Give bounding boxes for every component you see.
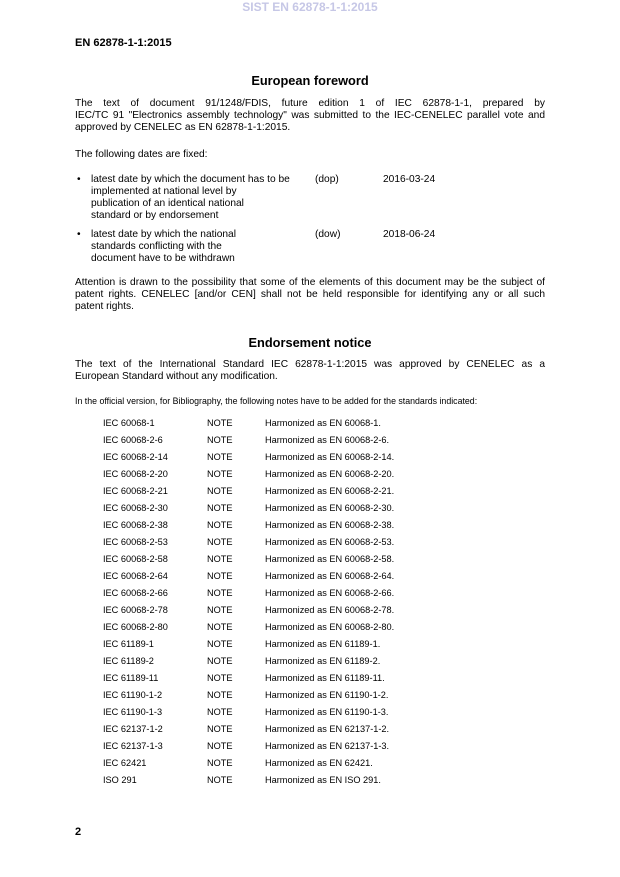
harmonized-text: Harmonized as EN 61190-1-2. (265, 690, 389, 700)
note-label: NOTE (207, 775, 233, 785)
description-line: latest date by which the document has to be (91, 174, 290, 185)
harmonized-text: Harmonized as EN 60068-1. (265, 418, 381, 428)
table-row (0, 638, 620, 650)
note-label: NOTE (207, 418, 233, 428)
harmonized-text: Harmonized as EN 60068-2-20. (265, 469, 395, 479)
paragraph-line: The following dates are fixed: (75, 149, 208, 160)
harmonized-text: Harmonized as EN 60068-2-66. (265, 588, 395, 598)
paragraph-line: The text of the International Standard IEC 62878-1-1:2015 was approved by CENELEC as a (75, 359, 545, 370)
note-label: NOTE (207, 690, 233, 700)
table-row (0, 587, 620, 599)
table-row (0, 417, 620, 429)
harmonized-text: Harmonized as EN 60068-2-53. (265, 537, 395, 547)
watermark-header: SIST EN 62878-1-1:2015 (242, 0, 378, 14)
standard-reference: IEC 60068-2-21 (103, 486, 168, 496)
standard-reference: IEC 60068-2-53 (103, 537, 168, 547)
description-line: latest date by which the national (91, 229, 236, 240)
page-number: 2 (75, 826, 82, 838)
document-id: EN 62878-1-1:2015 (75, 37, 172, 49)
harmonized-text: Harmonized as EN 61190-1-3. (265, 707, 389, 717)
dates-intro (75, 149, 545, 161)
standard-reference: IEC 62137-1-3 (103, 741, 163, 751)
table-row (0, 740, 620, 752)
patent-attention-paragraph (75, 277, 545, 313)
note-label: NOTE (207, 741, 233, 751)
date-item-description (91, 229, 311, 265)
table-row (0, 689, 620, 701)
harmonized-text: Harmonized as EN 60068-2-14. (265, 452, 395, 462)
note-label: NOTE (207, 537, 233, 547)
harmonized-text: Harmonized as EN 60068-2-78. (265, 605, 395, 615)
note-label: NOTE (207, 622, 233, 632)
standard-reference: IEC 60068-2-80 (103, 622, 168, 632)
foreword-intro-paragraph (75, 98, 545, 134)
table-row (0, 553, 620, 565)
description-line: publication of an identical national (91, 198, 244, 209)
note-label: NOTE (207, 605, 233, 615)
paragraph-line: patent rights. CENELEC [and/or CEN] shall not be held responsible for identifying any or all such (75, 289, 545, 300)
standard-reference: IEC 60068-2-78 (103, 605, 168, 615)
note-label: NOTE (207, 503, 233, 513)
standard-reference: ISO 291 (103, 775, 137, 785)
paragraph-line: approved by CENELEC as EN 62878-1-1:2015. (75, 122, 291, 133)
description-line: standards conflicting with the (91, 241, 222, 252)
harmonized-text: Harmonized as EN 60068-2-38. (265, 520, 395, 530)
standard-reference: IEC 60068-2-58 (103, 554, 168, 564)
table-row (0, 451, 620, 463)
date-value: 2016-03-24 (383, 174, 436, 185)
harmonized-text: Harmonized as EN 61189-2. (265, 656, 381, 666)
harmonized-text: Harmonized as EN 62137-1-2. (265, 724, 390, 734)
date-value: 2018-06-24 (383, 229, 436, 240)
paragraph-line: IEC/TC 91 "Electronics assembly technology" was submitted to the IEC-CENELEC parallel vote and (75, 110, 545, 121)
table-row (0, 519, 620, 531)
note-label: NOTE (207, 452, 233, 462)
standard-reference: IEC 60068-2-38 (103, 520, 168, 530)
standard-reference: IEC 61189-1 (103, 639, 154, 649)
description-line: standard or by endorsement (91, 210, 219, 221)
standard-reference: IEC 61190-1-3 (103, 707, 163, 717)
bullet-icon: • (77, 229, 81, 240)
foreword-heading: European foreword (251, 73, 369, 88)
table-row (0, 723, 620, 735)
endorsement-paragraph (75, 359, 545, 383)
table-row (0, 706, 620, 718)
paragraph-line: Attention is drawn to the possibility that some of the elements of this document may be the subject of (75, 277, 545, 288)
paragraph-line: European Standard without any modification. (75, 371, 278, 382)
note-label: NOTE (207, 656, 233, 666)
table-row (0, 536, 620, 548)
standard-reference: IEC 60068-2-66 (103, 588, 168, 598)
harmonized-text: Harmonized as EN 61189-11. (265, 673, 385, 683)
table-row (0, 621, 620, 633)
table-row (0, 570, 620, 582)
note-label: NOTE (207, 673, 233, 683)
table-row (0, 655, 620, 667)
endorsement-heading: Endorsement notice (248, 335, 372, 350)
harmonized-text: Harmonized as EN 62137-1-3. (265, 741, 390, 751)
standard-reference: IEC 60068-1 (103, 418, 155, 428)
table-row (0, 485, 620, 497)
harmonized-text: Harmonized as EN 62421. (265, 758, 373, 768)
note-label: NOTE (207, 588, 233, 598)
note-label: NOTE (207, 639, 233, 649)
bullet-icon: • (77, 174, 81, 185)
harmonized-text: Harmonized as EN 61189-1. (265, 639, 381, 649)
table-row (0, 672, 620, 684)
standard-reference: IEC 61189-2 (103, 656, 154, 666)
standard-reference: IEC 60068-2-6 (103, 435, 163, 445)
note-label: NOTE (207, 486, 233, 496)
standard-reference: IEC 60068-2-20 (103, 469, 168, 479)
harmonized-text: Harmonized as EN 60068-2-58. (265, 554, 395, 564)
table-row (0, 774, 620, 786)
date-code: (dow) (315, 229, 341, 240)
harmonized-text: Harmonized as EN 60068-2-80. (265, 622, 395, 632)
table-row (0, 468, 620, 480)
note-label: NOTE (207, 758, 233, 768)
harmonized-text: Harmonized as EN ISO 291. (265, 775, 381, 785)
note-label: NOTE (207, 520, 233, 530)
standard-reference: IEC 60068-2-64 (103, 571, 168, 581)
harmonized-text: Harmonized as EN 60068-2-6. (265, 435, 390, 445)
note-label: NOTE (207, 571, 233, 581)
note-label: NOTE (207, 724, 233, 734)
standard-reference: IEC 62137-1-2 (103, 724, 163, 734)
harmonized-text: Harmonized as EN 60068-2-64. (265, 571, 395, 581)
note-label: NOTE (207, 554, 233, 564)
note-label: NOTE (207, 707, 233, 717)
table-row (0, 604, 620, 616)
date-code: (dop) (315, 174, 339, 185)
standard-reference: IEC 61190-1-2 (103, 690, 163, 700)
paragraph-line: patent rights. (75, 301, 134, 312)
standard-reference: IEC 60068-2-14 (103, 452, 168, 462)
harmonized-text: Harmonized as EN 60068-2-30. (265, 503, 395, 513)
standard-reference: IEC 61189-11 (103, 673, 159, 683)
description-line: implemented at national level by (91, 186, 237, 197)
standard-reference: IEC 62421 (103, 758, 147, 768)
note-label: NOTE (207, 435, 233, 445)
date-item-description (91, 174, 311, 222)
table-row (0, 502, 620, 514)
standard-reference: IEC 60068-2-30 (103, 503, 168, 513)
harmonized-text: Harmonized as EN 60068-2-21. (265, 486, 395, 496)
description-line: document have to be withdrawn (91, 253, 235, 264)
paragraph-line: The text of document 91/1248/FDIS, future edition 1 of IEC 62878-1-1, prepared by (75, 98, 545, 109)
note-label: NOTE (207, 469, 233, 479)
table-row (0, 757, 620, 769)
notes-intro: In the official version, for Bibliography, the following notes have to be added for the standards indicated: (75, 396, 478, 406)
table-row (0, 434, 620, 446)
